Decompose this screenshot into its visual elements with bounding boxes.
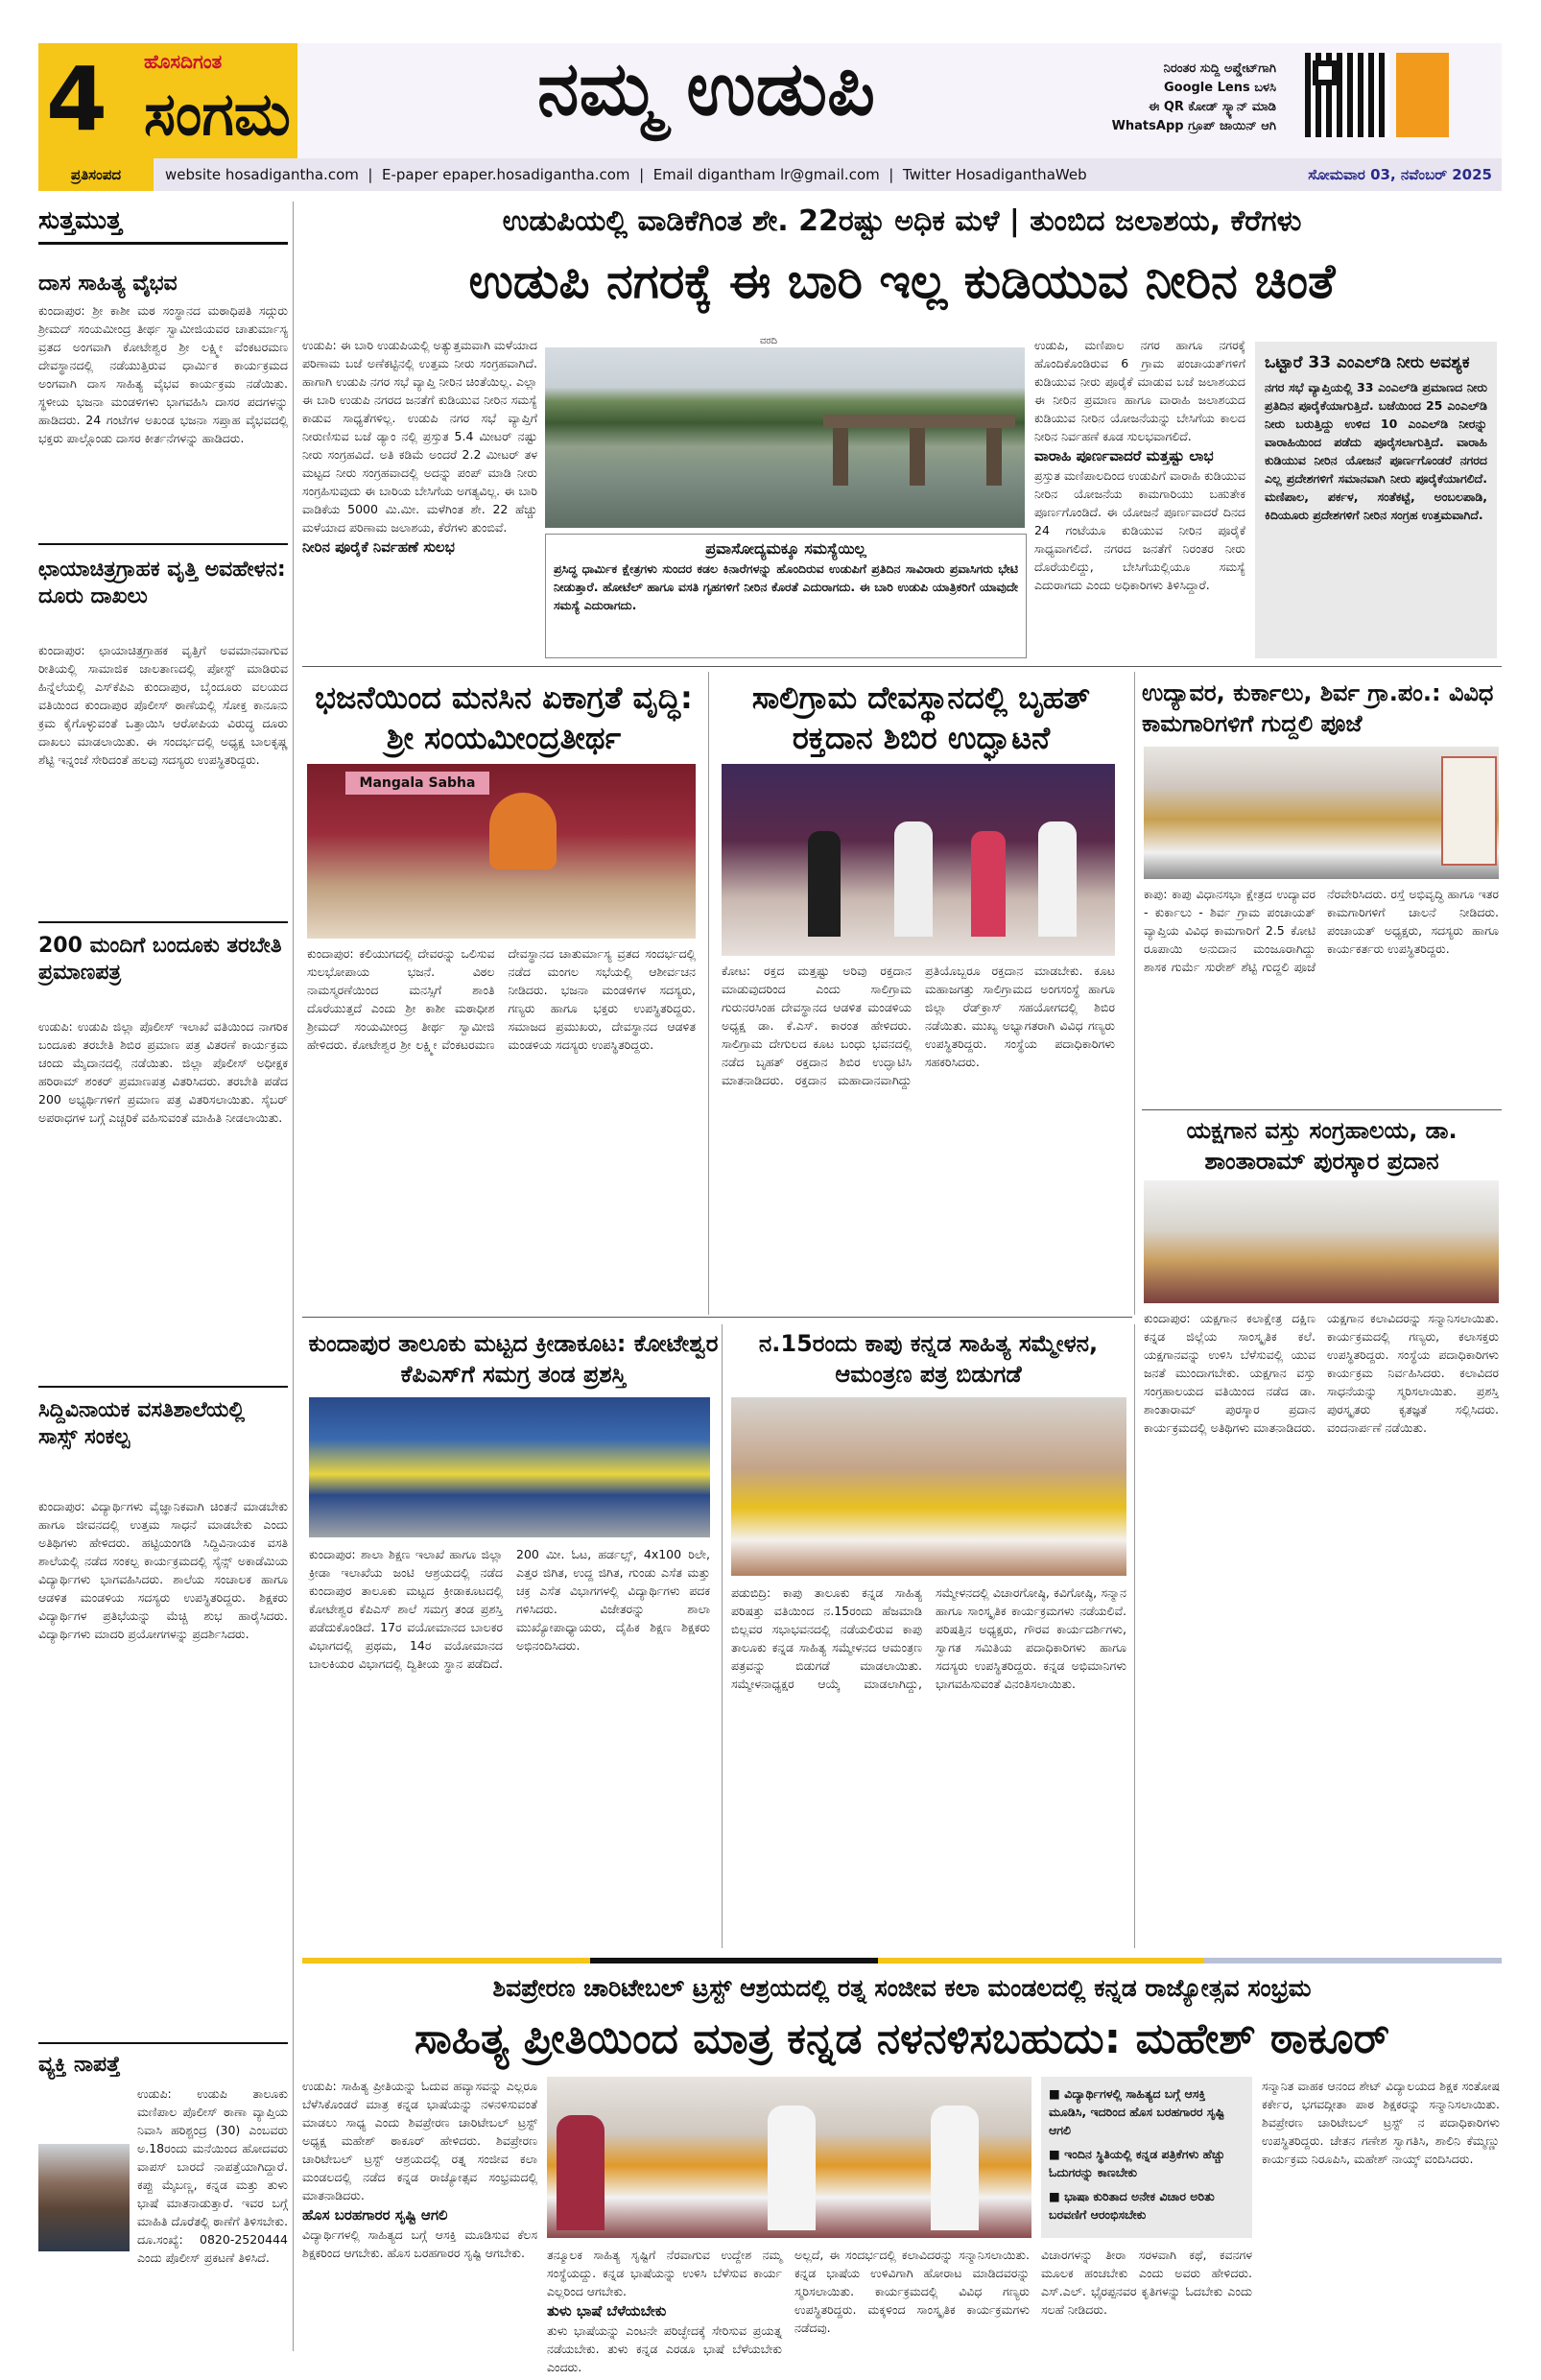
email-link[interactable]: Email digantham lr@gmail.com	[652, 166, 880, 183]
blood-donation-photo	[722, 764, 1115, 956]
story-body: ಕುಂದಾಪುರ: ಶ್ರೀ ಕಾಶೀ ಮಠ ಸಂಸ್ಥಾನದ ಮಠಾಧಿಪತಿ ಸದ್ಗುರು ಶ್ರೀಮದ್ ಸಂಯಮೀಂದ್ರ ತೀರ್ಥ ಸ್ವಾಮೀಜಿಯವರ ಚಾತುರ್ಮಾಸ್ಯ ವ್ರತದ ಅಂಗವಾಗಿ ಕೋಟೇಶ್ವರ ಶ್ರೀ ಲಕ್ಷ್ಮೀ ವೆಂಕಟರಮಣ ದೇವಸ್ಥಾನದಲ್ಲಿ ನಡೆಯುತ್ತಿರುವ ಧಾರ್ಮಿಕ ಕಾರ್ಯಕ್ರಮದ ಅಂಗವಾಗಿ ದಾಸ ಸಾಹಿತ್ಯ ವೈಭವ ಕಾರ್ಯಕ್ರಮ ನಡೆಯಿತು. ಸ್ಥಳೀಯ ಭಜನಾ ಮಂಡಳಿಗಳು ಭಾಗವಹಿಸಿ ದಾಸರ ಪದಗಳನ್ನು ಹಾಡಿದರು. 24 ಗಂಟೆಗಳ ಅಖಂಡ ಭಜನಾ ಸಪ್ತಾಹ ವೈಭವದಲ್ಲಿ ಭಕ್ತರು ಪಾಲ್ಗೊಂಡು ದಾಸರ ಕೀರ್ತನೆಗಳನ್ನು ಹಾಡಿದರು.	[38, 303, 288, 445]
story-title: ಸಾಲಿಗ್ರಾಮ ದೇವಸ್ಥಾನದಲ್ಲಿ ಬೃಹತ್ ರಕ್ತದಾನ ಶಿಬಿರ ಉದ್ಘಾಟನೆ	[751, 679, 1091, 756]
story-body: ಉಡುಪಿ: ಉಡುಪಿ ಜಿಲ್ಲಾ ಪೊಲೀಸ್ ಇಲಾಖೆ ವತಿಯಿಂದ ನಾಗರಿಕ ಬಂದೂಕು ತರಬೇತಿ ಶಿಬಿರ ಪ್ರಮಾಣ ಪತ್ರ ವಿತರಣೆ ಕಾರ್ಯಕ್ರಮ ಚಂದು ಮೈದಾನದಲ್ಲಿ ನಡೆಯಿತು. ಜಿಲ್ಲಾ ಪೊಲೀಸ್ ಅಧೀಕ್ಷಕ ಹರಿರಾಮ್ ಶಂಕರ್ ಪ್ರಮಾಣಪತ್ರ ವಿತರಿಸಿದರು. ತರಬೇತಿ ಪಡೆದ 200 ಅಭ್ಯರ್ಥಿಗಳಿಗೆ ಪ್ರಮಾಣ ಪತ್ರ ವಿತರಿಸಲಾಯಿತು. ಸೈಬರ್ ಅಪರಾಧಗಳ ಬಗ್ಗೆ ಎಚ್ಚರಿಕೆ ವಹಿಸುವಂತೆ ಮಾಹಿತಿ ನೀಡಲಾಯಿತು.	[38, 1019, 288, 1125]
story-body: ಪಡುಬಿದ್ರಿ: ಕಾಪು ತಾಲೂಕು ಕನ್ನಡ ಸಾಹಿತ್ಯ ಪರಿಷತ್ತು ವತಿಯಿಂದ ನ.15ರಂದು ಹೆಜಮಾಡಿ ಬಿಲ್ಲವರ ಸಭಾಭವನದಲ್ಲಿ ನಡೆಯಲಿರುವ ಕಾಪು ತಾಲೂಕು ಕನ್ನಡ ಸಾಹಿತ್ಯ ಸಮ್ಮೇಳನದ ಆಮಂತ್ರಣ ಪತ್ರವನ್ನು ಬಿಡುಗಡೆ ಮಾಡಲಾಯಿತು. ಸಮ್ಮೇಳನಾಧ್ಯಕ್ಷರ ಆಯ್ಕೆ ಮಾಡಲಾಗಿದ್ದು, ಸಮ್ಮೇಳನದಲ್ಲಿ ವಿಚಾರಗೋಷ್ಠಿ, ಕವಿಗೋಷ್ಠಿ, ಸನ್ಮಾನ ಹಾಗೂ ಸಾಂಸ್ಕೃತಿಕ ಕಾರ್ಯಕ್ರಮಗಳು ನಡೆಯಲಿವೆ. ಪರಿಷತ್ತಿನ ಅಧ್ಯಕ್ಷರು, ಗೌರವ ಕಾರ್ಯದರ್ಶಿಗಳು, ಸ್ವಾಗತ ಸಮಿತಿಯ ಪದಾಧಿಕಾರಿಗಳು ಹಾಗೂ ಸದಸ್ಯರು ಉಪಸ್ಥಿತರಿದ್ದರು. ಕನ್ನಡ ಅಭಿಮಾನಿಗಳು ಭಾಗವಹಿಸುವಂತೆ ವಿನಂತಿಸಲಾಯಿತು.	[731, 1585, 1126, 1691]
person-figure	[894, 821, 933, 937]
divider	[38, 1386, 288, 1388]
photo-credit: ವರದಿ	[759, 336, 777, 346]
divider	[38, 921, 288, 923]
story-title: ವ್ಯಕ್ತಿ ನಾಪತ್ತೆ	[38, 2053, 121, 2077]
brand-logo: ಹೊಸದಿಗಂತ	[144, 50, 223, 73]
highlight-text: ವಿದ್ಯಾರ್ಥಿಗಳಲ್ಲಿ ಸಾಹಿತ್ಯದ ಬಗ್ಗೆ ಆಸಕ್ತಿ ಮೂಡಿಸಿ, ಇದರಿಂದ ಹೊಸ ಬರಹಗಾರರ ಸೃಷ್ಟಿ ಆಗಲಿ	[1049, 2086, 1225, 2137]
bottom-kicker: ಶಿವಪ್ರೇರಣ ಚಾರಿಟೇಬಲ್ ಟ್ರಸ್ಟ್ ಆಶ್ರಯದಲ್ಲಿ ರತ್ನ ಸಂಜೀವ ಕಲಾ ಮಂಡಲದಲ್ಲಿ ಕನ್ನಡ ರಾಜ್ಯೋತ್ಸವ ಸಂಭ್ರಮ	[492, 1974, 1312, 2002]
divider	[1142, 1109, 1502, 1110]
bottom-column-3: ಅಲ್ಲದೆ, ಈ ಸಂದರ್ಭದಲ್ಲಿ ಕಲಾವಿದರನ್ನು ಸನ್ಮಾನಿಸಲಾಯಿತು. ಕನ್ನಡ ಭಾಷೆಯ ಉಳಿವಿಗಾಗಿ ಹೋರಾಟ ಮಾಡಿದವರನ್ನು ಸ್ಮರಿಸಲಾಯಿತು. ಕಾರ್ಯಕ್ರಮದಲ್ಲಿ ವಿವಿಧ ಗಣ್ಯರು ಉಪಸ್ಥಿತರಿದ್ದರು. ಮಕ್ಕಳಿಂದ ಸಾಂಸ್ಕೃತಿಕ ಕಾರ್ಯಕ್ರಮಗಳು ನಡೆದವು.	[794, 2248, 1030, 2335]
column-rule	[722, 1324, 723, 1948]
contact-links: website hosadigantha.com | E-paper epaper.hosadigantha.com | Email digantham lr@gmail.com | Twitter HosadiganthaWeb	[165, 166, 1087, 183]
left-column	[38, 203, 288, 245]
person-figure	[971, 831, 1006, 937]
story-text: ವಿದ್ಯಾರ್ಥಿಗಳಲ್ಲಿ ಸಾಹಿತ್ಯದ ಬಗ್ಗೆ ಆಸಕ್ತಿ ಮೂಡಿಸುವ ಕೆಲಸ ಶಿಕ್ಷಕರಿಂದ ಆಗಬೇಕು. ಹೊಸ ಬರಹಗಾರರ ಸೃಷ್ಟಿ ಆಗಬೇಕು.	[302, 2227, 537, 2260]
award-photo	[1144, 1180, 1499, 1303]
info-bar	[38, 158, 1502, 191]
lead-headline: ಉಡುಪಿ ನಗರಕ್ಕೆ ಈ ಬಾರಿ ಇಲ್ಲ ಕುಡಿಯುವ ನೀರಿನ ಚಿಂತೆ	[468, 253, 1336, 309]
edition-title: ನಮ್ಮ ಉಡುಪಿ	[537, 46, 876, 132]
column-rule	[1134, 1324, 1135, 1948]
column-rule	[1134, 672, 1135, 1315]
bottom-column-4: ವಿಚಾರಗಳನ್ನು ತೀರಾ ಸರಳವಾಗಿ ಕಥೆ, ಕವನಗಳ ಮೂಲಕ ಹಂಚಬೇಕು ಎಂದು ಅವರು ಹೇಳಿದರು. ಎಸ್.ಎಲ್. ಭೈರಪ್ಪನವರ ಕೃತಿಗಳನ್ನು ಓದಬೇಕು ಎಂದು ಸಲಹೆ ನೀಡಿದರು.	[1041, 2248, 1252, 2317]
lead-subhead: ನೀರಿನ ಪೂರೈಕೆ ನಿರ್ವಹಣೆ ಸುಲಭ	[302, 538, 455, 556]
story-body: ಕುಂದಾಪುರ: ಶಾಲಾ ಶಿಕ್ಷಣ ಇಲಾಖೆ ಹಾಗೂ ಜಿಲ್ಲಾ ಕ್ರೀಡಾ ಇಲಾಖೆಯ ಜಂಟಿ ಆಶ್ರಯದಲ್ಲಿ ನಡೆದ ಕುಂದಾಪುರ ತಾಲೂಕು ಮಟ್ಟದ ಕ್ರೀಡಾಕೂಟದಲ್ಲಿ ಕೋಟೇಶ್ವರ ಕೆಪಿಎಸ್ ಶಾಲೆ ಸಮಗ್ರ ತಂಡ ಪ್ರಶಸ್ತಿ ಪಡೆದುಕೊಂಡಿದೆ. 17ರ ವಯೋಮಾನದ ಬಾಲಕರ ವಿಭಾಗದಲ್ಲಿ ಪ್ರಥಮ, 14ರ ವಯೋಮಾನದ ಬಾಲಕಿಯರ ವಿಭಾಗದಲ್ಲಿ ದ್ವಿತೀಯ ಸ್ಥಾನ ಪಡೆದಿದೆ. 200 ಮೀ. ಓಟ, ಹರ್ಡಲ್ಸ್, 4x100 ರಿಲೇ, ಎತ್ತರ ಜಿಗಿತ, ಉದ್ದ ಜಿಗಿತ, ಗುಂಡು ಎಸೆತ ಮತ್ತು ಚಕ್ರ ಎಸೆತ ವಿಭಾಗಗಳಲ್ಲಿ ವಿದ್ಯಾರ್ಥಿಗಳು ಪದಕ ಗಳಿಸಿದರು. ವಿಜೇತರನ್ನು ಶಾಲಾ ಮುಖ್ಯೋಪಾಧ್ಯಾಯರು, ದೈಹಿಕ ಶಿಕ್ಷಣ ಶಿಕ್ಷಕರು ಅಭಿನಂದಿಸಿದರು.	[309, 1547, 710, 1671]
person-figure	[1038, 821, 1077, 937]
person-figure	[557, 2115, 605, 2230]
lead-sidebar	[1255, 342, 1497, 658]
stripe	[302, 1958, 590, 1964]
highlight-text: ಇಂದಿನ ಸ್ಥಿತಿಯಲ್ಲಿ ಕನ್ನಡ ಪತ್ರಿಕೆಗಳು ಹೆಚ್ಚು ಓದುಗರನ್ನು ಕಾಣಬೇಕು	[1049, 2147, 1225, 2179]
column-rule	[708, 672, 709, 1315]
story-title: ಉದ್ಯಾವರ, ಕುರ್ಕಾಲು, ಶಿರ್ವ ಗ್ರಾ.ಪಂ.: ವಿವಿಧ ಕಾಮಗಾರಿಗಳಿಗೆ ಗುದ್ದಲಿ ಪೂಜೆ	[1142, 679, 1494, 737]
lead-text: ಪ್ರಸ್ತುತ ಮಣಿಪಾಲದಿಂದ ಉಡುಪಿಗೆ ವಾರಾಹಿ ಕುಡಿಯುವ ನೀರಿನ ಯೋಜನೆಯ ಕಾಮಗಾರಿಯು ಬಹುತೇಕ ಪೂರ್ಣಗೊಂಡಿದೆ. ಈ ಯೋಜನೆ ಪೂರ್ಣವಾದರೆ ದಿನದ 24 ಗಂಟೆಯೂ ಕುಡಿಯುವ ನೀರಿನ ಪೂರೈಕೆ ಸಾಧ್ಯವಾಗಲಿದೆ. ನಗರದ ಜನತೆಗೆ ನಿರಂತರ ನೀರು ದೊರೆಯಲಿದ್ದು, ಬೇಸಿಗೆಯಲ್ಲಿಯೂ ಸಮಸ್ಯೆ ಎದುರಾಗದು ಎಂದು ಅಧಿಕಾರಿಗಳು ತಿಳಿಸಿದ್ದಾರೆ.	[1034, 468, 1245, 592]
promo-line: WhatsApp ಗ್ರೂಪ್ ಜಾಯಿನ್ ಆಗಿ	[1111, 119, 1276, 133]
invitation-release-photo	[731, 1397, 1126, 1576]
bridge-shape	[823, 415, 1015, 428]
person-photo	[38, 2144, 130, 2251]
person-figure	[768, 2106, 816, 2230]
story-body: ಕುಂದಾಪುರ: ಛಾಯಾಚಿತ್ರಗ್ರಾಹಕ ವೃತ್ತಿಗೆ ಅವಮಾನವಾಗುವ ರೀತಿಯಲ್ಲಿ ಸಾಮಾಜಿಕ ಜಾಲತಾಣದಲ್ಲಿ ಪೋಸ್ಟ್ ಮಾಡಿರುವ ಹಿನ್ನೆಲೆಯಲ್ಲಿ ಎಸ್‌ಕೆಪಿಎ ಕುಂದಾಪುರ, ಬೈಂದೂರು ವಲಯದ ವತಿಯಿಂದ ಕುಂದಾಪುರ ಪೊಲೀಸ್ ಠಾಣೆಯಲ್ಲಿ ಸೋಕ್ತ ಕಾನೂನು ಕ್ರಮ ಕೈಗೊಳ್ಳುವಂತೆ ಒತ್ತಾಯಿಸಿ ಆರೋಪಿಯ ವಿರುದ್ಧ ದೂರು ದಾಖಲು ಮಾಡಲಾಯಿತು. ಈ ಸಂದರ್ಭದಲ್ಲಿ ಅಧ್ಯಕ್ಷ ಬಾಲಕೃಷ್ಣ ಶೆಟ್ಟಿ ಇನ್ನಂಜೆ ಸೇರಿದಂತೆ ಹಲವು ಸದಸ್ಯರು ಉಪಸ್ಥಿತರಿದ್ದರು.	[38, 643, 288, 767]
pillar-shape	[833, 428, 848, 486]
missing-person-story	[38, 2084, 288, 2344]
promo-line: ನಿರಂತರ ಸುದ್ದಿ ಅಪ್ಡೇಟ್‌ಗಾಗಿ	[1163, 61, 1276, 76]
story-body: ಕುಂದಾಪುರ: ಕಲಿಯುಗದಲ್ಲಿ ದೇವರನ್ನು ಒಲಿಸುವ ಸುಲಭೋಪಾಯ ಭಜನೆ. ವಿಠಲ ನಾಮಸ್ಮರಣೆಯಿಂದ ಮನಸ್ಸಿಗೆ ಶಾಂತಿ ದೊರೆಯುತ್ತದೆ ಎಂದು ಶ್ರೀ ಕಾಶೀ ಮಠಾಧೀಶ ಶ್ರೀಮದ್ ಸಂಯಮೀಂದ್ರ ತೀರ್ಥ ಸ್ವಾಮೀಜಿ ಹೇಳಿದರು. ಕೋಟೇಶ್ವರ ಶ್ರೀ ಲಕ್ಷ್ಮೀ ವೆಂಕಟರಮಣ ದೇವಸ್ಥಾನದ ಚಾತುರ್ಮಾಸ್ಯ ವ್ರತದ ಸಂದರ್ಭದಲ್ಲಿ ನಡೆದ ಮಂಗಲ ಸಭೆಯಲ್ಲಿ ಆಶೀರ್ವಚನ ನೀಡಿದರು. ಭಜನಾ ಮಂಡಳಿಗಳ ಸದಸ್ಯರು, ಗಣ್ಯರು ಹಾಗೂ ಭಕ್ತರು ಉಪಸ್ಥಿತರಿದ್ದರು. ಸಮಾಜದ ಪ್ರಮುಖರು, ದೇವಸ್ಥಾನದ ಆಡಳಿತ ಮಂಡಳಿಯ ಸದಸ್ಯರು ಉಪಸ್ಥಿತರಿದ್ದರು.	[307, 946, 696, 1052]
swamiji-figure	[489, 793, 557, 869]
column-rule	[293, 202, 294, 2351]
promo-line: Google Lens ಬಳಸಿ	[1163, 81, 1276, 95]
story-title: ಭಜನೆಯಿಂದ ಮನಸಿನ ಏಕಾಗ್ರತೆ ವೃದ್ಧಿ: ಶ್ರೀ ಸಂಯಮೀಂದ್ರತೀರ್ಥ	[315, 679, 693, 756]
story-title: ನ.15ರಂದು ಕಾಪು ಕನ್ನಡ ಸಾಹಿತ್ಯ ಸಮ್ಮೇಳನ, ಆಮಂತ್ರಣ ಪತ್ರ ಬಿಡುಗಡೆ	[758, 1330, 1099, 1388]
edition-label: ಪ್ರತಿಸಂಪದ	[38, 158, 154, 191]
rajyotsava-photo	[547, 2077, 1031, 2238]
reservoir-photo	[545, 347, 1025, 528]
story-subhead: ತುಳು ಭಾಷೆ ಬೆಳೆಯಬೇಕು	[547, 2302, 667, 2320]
bhajan-photo	[307, 764, 696, 939]
epaper-link[interactable]: E-paper epaper.hosadigantha.com	[382, 166, 630, 183]
story-text: ತನ್ಮೂಲಕ ಸಾಹಿತ್ಯ ಸೃಷ್ಟಿಗೆ ನೆರವಾಗುವ ಉದ್ದೇಶ ನಮ್ಮ ಸಂಸ್ಥೆಯದ್ದು. ಕನ್ನಡ ಭಾಷೆಯನ್ನು ಉಳಿಸಿ ಬೆಳೆಸುವ ಕಾರ್ಯ ಎಲ್ಲರಿಂದ ಆಗಬೇಕು.	[547, 2248, 782, 2298]
twitter-link[interactable]: Twitter HosadiganthaWeb	[902, 166, 1087, 183]
story-text: ತುಳು ಭಾಷೆಯನ್ನು ಎಂಟನೇ ಪರಿಚ್ಛೇದಕ್ಕೆ ಸೇರಿಸುವ ಪ್ರಯತ್ನ ನಡೆಯಬೇಕು. ತುಳು ಕನ್ನಡ ಎರಡೂ ಭಾಷೆ ಬೆಳೆಯಬೇಕು ಎಂದರು.	[547, 2323, 782, 2374]
divider	[38, 543, 288, 545]
story-title: ಯಕ್ಷಗಾನ ವಸ್ತು ಸಂಗ್ರಹಾಲಯ, ಡಾ. ಶಾಂತಾರಾಮ್ ಪುರಸ್ಕಾರ ಪ್ರದಾನ	[1186, 1117, 1458, 1175]
bottom-column-1	[302, 2077, 537, 2345]
person-figure	[931, 2106, 979, 2230]
person-figure	[808, 831, 841, 937]
lead-text: ಉಡುಪಿ: ಈ ಬಾರಿ ಉಡುಪಿಯಲ್ಲಿ ಅತ್ಯುತ್ತಮವಾಗಿ ಮಳೆಯಾದ ಪರಿಣಾಮ ಬಜೆ ಅಣೆಕಟ್ಟಿನಲ್ಲಿ ಉತ್ತಮ ನೀರು ಸಂಗ್ರಹವಾಗಿದೆ. ಹಾಗಾಗಿ ಉಡುಪಿ ನಗರ ಸಭೆ ವ್ಯಾಪ್ತಿ ನೀರಿನ ಚಿಂತೆಯಿಲ್ಲ. ಎಲ್ಲಾ ಈ ಬಾರಿ ಉಡುಪಿ ನಗರದ ಜನತೆಗೆ ಕುಡಿಯುವ ನೀರಿನ ಸಮಸ್ಯೆ ಕಾಡುವ ಸಾಧ್ಯತೆಗಳಿಲ್ಲ. ಉಡುಪಿ ನಗರ ಸಭೆ ವ್ಯಾಪ್ತಿಗೆ ನೀರುಣಿಸುವ ಬಜೆ ಡ್ಯಾಂ ನಲ್ಲಿ ಪ್ರಸ್ತುತ 5.4 ಮೀಟರ್ ನಷ್ಟು ನೀರು ಸಂಗ್ರಹವಿದೆ. ಅತಿ ಕಡಿಮೆ ಅಂದರೆ 2.2 ಮೀಟರ್ ತಳ ಮಟ್ಟದ ನೀರು ಸಂಗ್ರಹವಾದಲ್ಲಿ ಅದನ್ನು ಪಂಪ್ ಮಾಡಿ ನೀರು ಸಂಗ್ರಹಿಸುವುದು ಈ ಬಾರಿಯ ಬೇಸಿಗೆಯ ಅಗತ್ಯವಿಲ್ಲ. ಈ ಬಾರಿ ವಾಡಿಕೆಯ 5000 ಮಿ.ಮೀ. ಮಳೆಗಿಂತ ಶೇ. 22 ಹೆಚ್ಚು ಮಳೆಯಾದ ಪರಿಣಾಮ ಜಲಾಶಯ, ಕೆರೆಗಳು ತುಂಬಿವೆ.	[302, 338, 537, 535]
story-text: ಉಡುಪಿ: ಸಾಹಿತ್ಯ ಪ್ರೀತಿಯನ್ನು ಓದುವ ಹವ್ಯಾಸವನ್ನು ಎಲ್ಲರೂ ಬೆಳೆಸಿಕೊಂಡರೆ ಮಾತ್ರ ಕನ್ನಡ ಭಾಷೆಯನ್ನು ನಳನಳಿಸುವಂತೆ ಮಾಡಲು ಸಾಧ್ಯ ಎಂದು ಶಿವಪ್ರೇರಣ ಚಾರಿಟೇಬಲ್ ಟ್ರಸ್ಟ್ ಅಧ್ಯಕ್ಷ ಮಹೇಶ್ ಠಾಕೂರ್ ಹೇಳಿದರು. ಶಿವಪ್ರೇರಣ ಚಾರಿಟೇಬಲ್ ಟ್ರಸ್ಟ್ ಆಶ್ರಯದಲ್ಲಿ ರತ್ನ ಸಂಜೀವ ಕಲಾ ಮಂಡಲದಲ್ಲಿ ನಡೆದ ಕನ್ನಡ ರಾಜ್ಯೋತ್ಸವ ಸಂಭ್ರಮದಲ್ಲಿ ಮಾತನಾಡಿದರು.	[302, 2079, 537, 2202]
box-body: ಪ್ರಸಿದ್ಧ ಧಾರ್ಮಿಕ ಕ್ಷೇತ್ರಗಳು ಸುಂದರ ಕಡಲ ಕಿನಾರೆಗಳನ್ನು ಹೊಂದಿರುವ ಉಡುಪಿಗೆ ಪ್ರತಿದಿನ ಸಾವಿರಾರು ಪ್ರವಾಸಿಗರು ಭೇಟಿ ನೀಡುತ್ತಾರೆ. ಹೋಟೆಲ್ ಹಾಗೂ ವಸತಿ ಗೃಹಗಳಿಗೆ ನೀರಿನ ಕೊರತೆ ಎದುರಾಗದು. ಈ ಬಾರಿ ಉಡುಪಿ ಯಾತ್ರಿಕರಿಗೆ ಯಾವುದೇ ಸಮಸ್ಯೆ ಎದುರಾಗದು.	[554, 561, 1018, 612]
divider	[302, 1317, 1132, 1318]
story-title: ದಾಸ ಸಾಹಿತ್ಯ ವೈಭವ	[38, 272, 178, 296]
ground-breaking-photo	[1144, 747, 1499, 879]
highlights-list	[1041, 2077, 1252, 2231]
story-body: ಕುಂದಾಪುರ: ವಿದ್ಯಾರ್ಥಿಗಳು ವೈಜ್ಞಾನಿಕವಾಗಿ ಚಿಂತನೆ ಮಾಡಬೇಕು ಹಾಗೂ ಜೀವನದಲ್ಲಿ ಉತ್ತಮ ಸಾಧನೆ ಮಾಡಬೇಕು ಎಂದು ಅತಿಥಿಗಳು ಹೇಳಿದರು. ಹಟ್ಟಿಯಂಗಡಿ ಸಿದ್ದಿವಿನಾಯಕ ವಸತಿ ಶಾಲೆಯಲ್ಲಿ ನಡೆದ ಸಂಕಲ್ಪ ಕಾರ್ಯಕ್ರಮದಲ್ಲಿ ಸೈನ್ಸ್ ಅಕಾಡೆಮಿಯ ವಿದ್ಯಾರ್ಥಿಗಳು ಭಾಗವಹಿಸಿದರು. ಶಾಲೆಯ ಸಂಚಾಲಕ ಹಾಗೂ ಆಡಳಿತ ಮಂಡಳಿಯ ಸದಸ್ಯರು ಉಪಸ್ಥಿತರಿದ್ದರು. ಶಿಕ್ಷಕರು ವಿದ್ಯಾರ್ಥಿಗಳ ಪ್ರತಿಭೆಯನ್ನು ಮೆಚ್ಚಿ ಶುಭ ಹಾರೈಸಿದರು. ವಿದ್ಯಾರ್ಥಿಗಳು ಮಾದರಿ ಪ್ರಯೋಗಗಳನ್ನು ಪ್ರದರ್ಶಿಸಿದರು.	[38, 1499, 288, 1641]
highlights-box	[1041, 2077, 1252, 2238]
story-title: ಕುಂದಾಪುರ ತಾಲೂಕು ಮಟ್ಟದ ಕ್ರೀಡಾಕೂಟ: ಕೋಟೇಶ್ವರ ಕೆಪಿಎಸ್‌ಗೆ ಸಮಗ್ರ ತಂಡ ಪ್ರಶಸ್ತಿ	[308, 1330, 719, 1388]
story-body: ಉಡುಪಿ: ಉಡುಪಿ ತಾಲೂಕು ಮಣಿಪಾಲ ಪೊಲೀಸ್ ಠಾಣಾ ವ್ಯಾಪ್ತಿಯ ನಿವಾಸಿ ಹರಿಶ್ಚಂದ್ರ (30) ಎಂಬವರು ಅ.18ರಂದು ಮನೆಯಿಂದ ಹೋದವರು ವಾಪಸ್ ಬಾರದೆ ನಾಪತ್ತೆಯಾಗಿದ್ದಾರೆ. ಕಪ್ಪು ಮೈಬಣ್ಣ, ಕನ್ನಡ ಮತ್ತು ತುಳು ಭಾಷೆ ಮಾತನಾಡುತ್ತಾರೆ. ಇವರ ಬಗ್ಗೆ ಮಾಹಿತಿ ದೊರೆತಲ್ಲಿ ಠಾಣೆಗೆ ತಿಳಿಸಬೇಕು. ದೂ.ಸಂಖ್ಯೆ: 0820-2520444 ಎಂದು ಪೊಲೀಸ್ ಪ್ರಕಟಣೆ ತಿಳಿಸಿದೆ.	[137, 2086, 288, 2265]
photo-banner: Mangala Sabha	[345, 772, 489, 795]
stripe	[1204, 1958, 1502, 1964]
highlight-item: ■ ಇಂದಿನ ಸ್ಥಿತಿಯಲ್ಲಿ ಕನ್ನಡ ಪತ್ರಿಕೆಗಳು ಹೆಚ್ಚು ಓದುಗರನ್ನು ಕಾಣಬೇಕು	[1049, 2147, 1225, 2179]
section-title: ಸಂಗಮ	[144, 79, 291, 149]
story-title: 200 ಮಂದಿಗೆ ಬಂದೂಕು ತರಬೇತಿ ಪ್ರಮಾಣಪತ್ರ	[38, 934, 282, 985]
story-title: ಛಾಯಾಚಿತ್ರಗ್ರಾಹಕ ವೃತ್ತಿ ಅವಹೇಳನ: ದೂರು ದಾಖಲು	[38, 558, 286, 608]
bottom-column-2	[547, 2246, 782, 2374]
stripe	[590, 1958, 878, 1964]
lead-column-2	[1034, 336, 1245, 657]
story-title: ಸಿದ್ದಿವಿನಾಯಕ ವಸತಿಶಾಲೆಯಲ್ಲಿ ಸಾಸ್ಸ್ ಸಂಕಲ್ಪ	[38, 1398, 246, 1449]
issue-date: ಸೋಮವಾರ 03, ನವೆಂಬರ್ 2025	[1308, 166, 1492, 183]
tourism-box	[545, 534, 1027, 658]
qr-promo	[1036, 60, 1276, 136]
lead-text: ಉಡುಪಿ, ಮಣಿಪಾಲ ನಗರ ಹಾಗೂ ನಗರಕ್ಕೆ ಹೊಂದಿಕೊಂಡಿರುವ 6 ಗ್ರಾಮ ಪಂಚಾಯತ್‌ಗಳಿಗೆ ಕುಡಿಯುವ ನೀರು ಪೂರೈಕೆ ಮಾಡುವ ಬಜೆ ಜಲಾಶಯದ ಈ ನೀರಿನ ಪ್ರಮಾಣ ಹಾಗೂ ವಾರಾಹಿ ಜಲಾಶಯದ ಕುಡಿಯುವ ನೀರಿನ ಯೋಜನೆಯನ್ನು ಬೇಸಿಗೆಯ ಕಾಲದ ನೀರಿನ ನಿರ್ವಹಣೆ ಕೂಡ ಸುಲಭವಾಗಲಿದೆ.	[1034, 338, 1245, 443]
highlight-item: ■ ಭಾಷಾ ಕುರಿತಾದ ಅನೇಕ ವಿಚಾರ ಅರಿತು ಬರವಣಿಗೆ ಆರಂಭಿಸಬೇಕು	[1049, 2189, 1215, 2222]
accent-block	[1396, 53, 1449, 137]
box-title: ಪ್ರವಾಸೋದ್ಯಮಕ್ಕೂ ಸಮಸ್ಯೆಯಿಲ್ಲ	[705, 539, 866, 558]
bottom-headline: ಸಾಹಿತ್ಯ ಪ್ರೀತಿಯಿಂದ ಮಾತ್ರ ಕನ್ನಡ ನಳನಳಿಸಬಹುದು: ಮಹೇಶ್ ಠಾಕೂರ್	[414, 2014, 1390, 2063]
pillar-shape	[986, 428, 1002, 486]
sidebar-title: ಒಟ್ಟಾರೆ 33 ಎಂಎಲ್‌ಡಿ ನೀರು ಅವಶ್ಯಕ	[1265, 353, 1470, 372]
sports-team-photo	[309, 1397, 710, 1537]
highlight-item: ■ ವಿದ್ಯಾರ್ಥಿಗಳಲ್ಲಿ ಸಾಹಿತ್ಯದ ಬಗ್ಗೆ ಆಸಕ್ತಿ ಮೂಡಿಸಿ, ಇದರಿಂದ ಹೊಸ ಬರಹಗಾರರ ಸೃಷ್ಟಿ ಆಗಲಿ	[1049, 2086, 1225, 2137]
promo-line: ಈ QR ಕೋಡ್ ಸ್ಕ್ಯಾನ್ ಮಾಡಿ	[1149, 100, 1276, 114]
lead-column-1	[302, 336, 537, 657]
story-body: ಕೋಟ: ರಕ್ತದ ಮತ್ತಷ್ಟು ಅರಿವು ರಕ್ತದಾನ ಮಾಡುವುದರಿಂದ ಎಂದು ಸಾಲಿಗ್ರಾಮ ಗುರುನರಸಿಂಹ ದೇವಸ್ಥಾನದ ಆಡಳಿತ ಮಂಡಳಿಯ ಅಧ್ಯಕ್ಷ ಡಾ. ಕೆ.ಎಸ್. ಕಾರಂತ ಹೇಳಿದರು. ಸಾಲಿಗ್ರಾಮ ದೇಗುಲದ ಕೂಟ ಬಂಧು ಭವನದಲ್ಲಿ ನಡೆದ ಬೃಹತ್ ರಕ್ತದಾನ ಶಿಬಿರ ಉದ್ಘಾಟಿಸಿ ಮಾತನಾಡಿದರು. ರಕ್ತದಾನ ಮಹಾದಾನವಾಗಿದ್ದು ಪ್ರತಿಯೊಬ್ಬರೂ ರಕ್ತದಾನ ಮಾಡಬೇಕು. ಕೂಟ ಮಹಾಜಗತ್ತು ಸಾಲಿಗ್ರಾಮದ ಅಂಗಸಂಸ್ಥೆ ಹಾಗೂ ಜಿಲ್ಲಾ ರೆಡ್‌ಕ್ರಾಸ್ ಸಹಯೋಗದಲ್ಲಿ ಶಿಬಿರ ನಡೆಯಿತು. ಮುಖ್ಯ ಅಭ್ಯಾಗತರಾಗಿ ವಿವಿಧ ಗಣ್ಯರು ಉಪಸ್ಥಿತರಿದ್ದರು. ಸಂಸ್ಥೆಯ ಪದಾಧಿಕಾರಿಗಳು ಸಹಕರಿಸಿದರು.	[722, 964, 1115, 1087]
sidebar-body: ನಗರ ಸಭೆ ವ್ಯಾಪ್ತಿಯಲ್ಲಿ 33 ಎಂಎಲ್‌ಡಿ ಪ್ರಮಾಣದ ನೀರು ಪ್ರತಿದಿನ ಪೂರೈಕೆಯಾಗುತ್ತಿದೆ. ಬಜೆಯಿಂದ 25 ಎಂಎಲ್‌ಡಿ ನೀರು ಬರುತ್ತಿದ್ದು ಉಳಿದ 10 ಎಂಎಲ್‌ಡಿ ನೀರನ್ನು ವಾರಾಹಿಯಿಂದ ಪಡೆದು ಪೂರೈಸಲಾಗುತ್ತಿದೆ. ವಾರಾಹಿ ಕುಡಿಯುವ ನೀರಿನ ಯೋಜನೆ ಪೂರ್ಣಗೊಂಡರೆ ನಗರದ ಎಲ್ಲ ಪ್ರದೇಶಗಳಿಗೆ ಸಮಾನವಾಗಿ ನೀರು ಪೂರೈಕೆಯಾಗಲಿದೆ. ಮಣಿಪಾಲ, ಪರ್ಕಳ, ಸಂತೆಕಟ್ಟೆ, ಅಂಬಲಪಾಡಿ, ಕಿದಿಯೂರು ಪ್ರದೇಶಗಳಿಗೆ ನೀರಿನ ಸಂಗ್ರಹ ಉತ್ತಮವಾಗಿದೆ.	[1265, 380, 1487, 522]
column-header: ಸುತ್ತಮುತ್ತ	[38, 203, 288, 245]
lead-subhead: ವಾರಾಹಿ ಪೂರ್ಣವಾದರೆ ಮತ್ತಷ್ಟು ಲಾಭ	[1034, 447, 1214, 464]
page-number: 4	[46, 48, 108, 151]
bottom-column-5: ಸನ್ಮಾನಿತ ವಾಹಕ ಆನಂದ ಶೇಟ್ ವಿದ್ಯಾಲಯದ ಶಿಕ್ಷಕ ಸಂತೋಷ ಕರ್ಕೇರ, ಭಗವದ್ಗೀತಾ ಪಾಠ ಶಿಕ್ಷಕರನ್ನು ಸನ್ಮಾನಿಸಲಾಯಿತು. ಶಿವಪ್ರೇರಣ ಚಾರಿಟೇಬಲ್ ಟ್ರಸ್ಟ್ ನ ಪದಾಧಿಕಾರಿಗಳು ಉಪಸ್ಥಿತರಿದ್ದರು. ಚೇತನ ಗಣೇಶ ಸ್ವಾಗತಿಸಿ, ಶಾಲಿನಿ ಕೆಮ್ಮಣ್ಣು ಕಾರ್ಯಕ್ರಮ ನಿರೂಪಿಸಿ, ಮಹೇಶ್ ನಾಯ್ಕ್ ವಂದಿಸಿದರು.	[1262, 2079, 1500, 2166]
highlight-text: ಭಾಷಾ ಕುರಿತಾದ ಅನೇಕ ವಿಚಾರ ಅರಿತು ಬರವಣಿಗೆ ಆರಂಭಿಸಬೇಕು	[1049, 2189, 1215, 2222]
divider	[38, 2042, 288, 2044]
qr-code-icon[interactable]	[1305, 53, 1389, 137]
story-subhead: ಹೊಸ ಬರಹಗಾರರ ಸೃಷ್ಟಿ ಆಗಲಿ	[302, 2206, 448, 2224]
story-body: ಕಾಪು: ಕಾಪು ವಿಧಾನಸಭಾ ಕ್ಷೇತ್ರದ ಉದ್ಯಾವರ - ಕುರ್ಕಾಲು - ಶಿರ್ವ ಗ್ರಾಮ ಪಂಚಾಯತ್ ವ್ಯಾಪ್ತಿಯ ವಿವಿಧ ಕಾಮಗಾರಿಗೆ 2.5 ಕೋಟಿ ರೂಪಾಯಿ ಅನುದಾನ ಮಂಜೂರಾಗಿದ್ದು ಶಾಸಕ ಗುರ್ಮೆ ಸುರೇಶ್ ಶೆಟ್ಟಿ ಗುದ್ದಲಿ ಪೂಜೆ ನೆರವೇರಿಸಿದರು. ರಸ್ತೆ ಅಭಿವೃದ್ಧಿ ಹಾಗೂ ಇತರ ಕಾಮಗಾರಿಗಳಿಗೆ ಚಾಲನೆ ನೀಡಿದರು. ಪಂಚಾಯತ್ ಅಧ್ಯಕ್ಷರು, ಸದಸ್ಯರು ಹಾಗೂ ಕಾರ್ಯಕರ್ತರು ಉಪಸ್ಥಿತರಿದ್ದರು.	[1144, 887, 1499, 974]
divider	[302, 666, 1502, 667]
website-link[interactable]: website hosadigantha.com	[165, 166, 359, 183]
pillar-shape	[910, 428, 925, 486]
stripe	[878, 1958, 1204, 1964]
lead-kicker: ಉಡುಪಿಯಲ್ಲಿ ವಾಡಿಕೆಗಿಂತ ಶೇ. 22ರಷ್ಟು ಅಧಿಕ ಮಳೆ | ತುಂಬಿದ ಜಲಾಶಯ, ಕೆರೆಗಳು	[502, 204, 1302, 238]
signboard-shape	[1441, 756, 1497, 866]
story-body: ಕುಂದಾಪುರ: ಯಕ್ಷಗಾನ ಕಲಾಕ್ಷೇತ್ರ ದಕ್ಷಿಣ ಕನ್ನಡ ಜಿಲ್ಲೆಯ ಸಾಂಸ್ಕೃತಿಕ ಕಲೆ. ಯಕ್ಷಗಾನವನ್ನು ಉಳಿಸಿ ಬೆಳೆಸುವಲ್ಲಿ ಯುವ ಜನತೆ ಮುಂದಾಗಬೇಕು. ಯಕ್ಷಗಾನ ವಸ್ತು ಸಂಗ್ರಹಾಲಯದ ವತಿಯಿಂದ ನಡೆದ ಡಾ. ಶಾಂತಾರಾಮ್ ಪುರಸ್ಕಾರ ಪ್ರದಾನ ಕಾರ್ಯಕ್ರಮದಲ್ಲಿ ಅತಿಥಿಗಳು ಮಾತನಾಡಿದರು. ಯಕ್ಷಗಾನ ಕಲಾವಿದರನ್ನು ಸನ್ಮಾನಿಸಲಾಯಿತು. ಕಾರ್ಯಕ್ರಮದಲ್ಲಿ ಗಣ್ಯರು, ಕಲಾಸಕ್ತರು ಉಪಸ್ಥಿತರಿದ್ದರು. ಸಂಸ್ಥೆಯ ಪದಾಧಿಕಾರಿಗಳು ಕಾರ್ಯಕ್ರಮ ನಿರ್ವಹಿಸಿದರು. ಕಲಾವಿದರ ಸಾಧನೆಯನ್ನು ಸ್ಮರಿಸಲಾಯಿತು. ಪ್ರಶಸ್ತಿ ಪುರಸ್ಕೃತರು ಕೃತಜ್ಞತೆ ಸಲ್ಲಿಸಿದರು. ವಂದನಾರ್ಪಣೆ ನಡೆಯಿತು.	[1144, 1311, 1499, 1435]
